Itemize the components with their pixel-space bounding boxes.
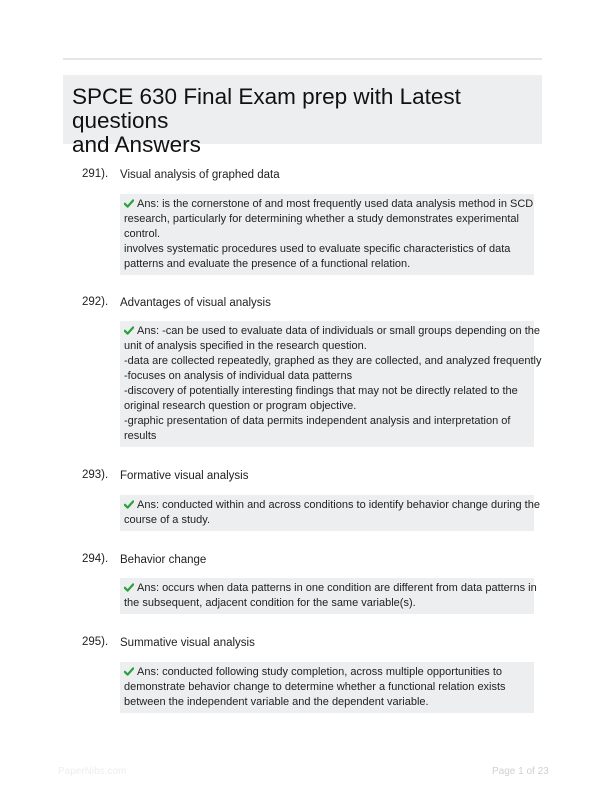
answer-box — [120, 321, 542, 447]
top-rule — [63, 58, 542, 60]
answer-line: research, particularly for determining whether a study demonstrates experimental — [124, 213, 519, 225]
question-number: 292). — [82, 296, 109, 308]
answer-line: the subsequent, adjacent condition for the same variable(s). — [124, 597, 416, 609]
answer-text: Ans: -can be used to evaluate data of individuals or small groups depending on the — [137, 325, 540, 337]
answer-box — [120, 662, 534, 713]
answer-box — [120, 194, 534, 275]
checkmark-icon — [124, 583, 134, 592]
answer-text: Ans: occurs when data patterns in one condition are different from data patterns in — [137, 582, 537, 594]
answer-line: results — [124, 430, 157, 442]
question-text: Summative visual analysis — [120, 637, 255, 649]
answer-line: -focuses on analysis of individual data patterns — [124, 370, 353, 382]
answer-line: involves systematic procedures used to evaluate specific characteristics of data — [124, 243, 511, 255]
answer-line: original research question or program objective. — [124, 400, 357, 412]
answer-box — [120, 578, 537, 614]
checkmark-icon — [124, 199, 134, 208]
answer-line — [124, 197, 534, 212]
answer-line — [124, 324, 540, 339]
document-title — [72, 85, 534, 157]
answer-line — [124, 581, 537, 596]
footer-source: PaperNibs.com — [58, 766, 127, 777]
answer-line: -data are collected repeatedly, graphed as they are collected, and analyzed frequently — [124, 355, 542, 367]
question-text: Formative visual analysis — [120, 470, 249, 482]
question-text: Visual analysis of graphed data — [120, 169, 280, 181]
answer-line: course of a study. — [124, 514, 211, 526]
answer-text: Ans: conducted within and across conditions to identify behavior change during the — [137, 499, 540, 511]
title-line: and Answers — [72, 132, 201, 157]
answer-line: between the independent variable and the dependent variable. — [124, 696, 429, 708]
checkmark-icon — [124, 667, 134, 676]
title-banner — [63, 75, 542, 157]
answer-line: unit of analysis specified in the research question. — [124, 340, 367, 352]
answer-line: -graphic presentation of data permits independent analysis and interpretation of — [124, 415, 511, 427]
question-number: 294). — [82, 553, 109, 565]
question-text: Advantages of visual analysis — [120, 297, 271, 309]
answer-line: -discovery of potentially interesting findings that may not be directly related to the — [124, 385, 518, 397]
page-indicator: Page 1 of 23 — [492, 766, 549, 777]
question-text: Behavior change — [120, 554, 207, 566]
checkmark-icon — [124, 326, 134, 335]
answer-line — [124, 665, 529, 680]
question-number: 291). — [82, 168, 109, 180]
answer-line: patterns and evaluate the presence of a functional relation. — [124, 258, 411, 270]
title-line: SPCE 630 Final Exam prep with Latest questions — [72, 84, 461, 133]
question-number: 295). — [82, 636, 109, 648]
checkmark-icon — [124, 500, 134, 509]
answer-line: control. — [124, 228, 161, 240]
answer-text: Ans: conducted following study completion, across multiple opportunities to — [137, 666, 503, 678]
answer-box — [120, 495, 540, 531]
answer-line: demonstrate behavior change to determine whether a functional relation exists — [124, 681, 506, 693]
answer-text: Ans: is the cornerstone of and most frequently used data analysis method in SCD — [137, 198, 534, 210]
question-number: 293). — [82, 469, 109, 481]
answer-line — [124, 498, 540, 513]
